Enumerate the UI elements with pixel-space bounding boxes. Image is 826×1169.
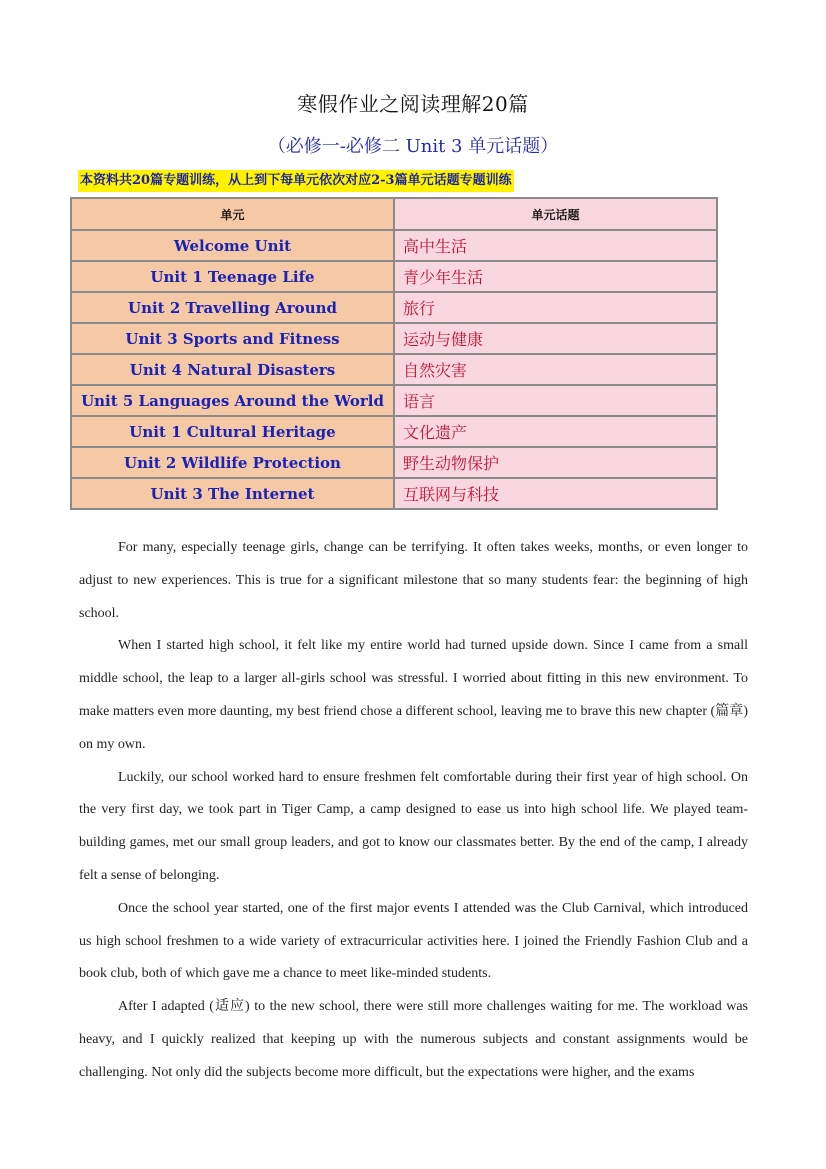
document-subtitle: （必修一-必修二 Unit 3 单元话题） [267,136,559,157]
column-header-unit: 单元 [71,198,394,230]
unit-cell: Unit 2 Wildlife Protection [71,447,394,478]
topic-cell: 语言 [394,385,717,416]
unit-topic-table [70,197,718,510]
table-row [71,354,717,385]
topic-cell: 青少年生活 [394,261,717,292]
paragraph: Luckily, our school worked hard to ensure freshmen felt comfortable during their first year of high school. On the very first day, we took part in Tiger Camp, a camp designed to ease us into high school life. We played team-building games, met our small group leaders, and got to know our classmates better. By the end of the camp, I already felt a sense of belonging. [79,769,748,883]
paragraph: When I started high school, it felt like my entire world had turned upside down. Since I came from a small middle school, the leap to a larger all-girls school was stressful. I worried about fitting in this new environment. To make matters even more daunting, my best friend chose a different school, leaving me to brave this new chapter (篇章) on my own. [79,638,748,752]
unit-cell: Unit 1 Cultural Heritage [71,416,394,447]
paragraph: Once the school year started, one of the first major events I attended was the Club Carnival, which introduced us high school freshmen to a wide variety of extracurricular activities here. I joined the Friendly Fashion Club and a book club, both of which gave me a chance to meet like-minded students. [79,900,748,982]
unit-cell: Unit 2 Travelling Around [71,292,394,323]
document-title: 寒假作业之阅读理解20篇 [297,92,529,116]
unit-cell: Unit 1 Teenage Life [71,261,394,292]
table-row [71,292,717,323]
paragraph: For many, especially teenage girls, change can be terrifying. It often takes weeks, months, or even longer to adjust to new experiences. This is true for a significant milestone that so many students fear: the beginning of high school. [79,540,748,621]
table-row [71,478,717,509]
topic-cell: 文化遗产 [394,416,717,447]
table-header-row [71,198,717,230]
table-row [71,230,717,261]
table-row [71,323,717,354]
unit-cell: Unit 3 The Internet [71,478,394,509]
topic-cell: 互联网与科技 [394,478,717,509]
paragraph: After I adapted (适应) to the new school, there were still more challenges waiting for me. The workload was heavy, and I quickly realized that keeping up with the numerous subjects and constant assignments would be challenging. Not only did the subjects become more difficult, but the expectations were higher, and the exams [79,999,748,1080]
table-row [71,447,717,478]
unit-cell: Unit 5 Languages Around the World [71,385,394,416]
topic-cell: 自然灾害 [394,354,717,385]
reading-passage [79,532,748,1090]
unit-cell: Unit 4 Natural Disasters [71,354,394,385]
table-row [71,385,717,416]
highlight-notice: 本资料共20篇专题训练，从上到下每单元依次对应2-3篇单元话题专题训练 [78,170,514,192]
topic-cell: 高中生活 [394,230,717,261]
unit-cell: Welcome Unit [71,230,394,261]
table-row [71,416,717,447]
table-row [71,261,717,292]
unit-cell: Unit 3 Sports and Fitness [71,323,394,354]
topic-cell: 野生动物保护 [394,447,717,478]
column-header-topic: 单元话题 [394,198,717,230]
topic-cell: 旅行 [394,292,717,323]
topic-cell: 运动与健康 [394,323,717,354]
